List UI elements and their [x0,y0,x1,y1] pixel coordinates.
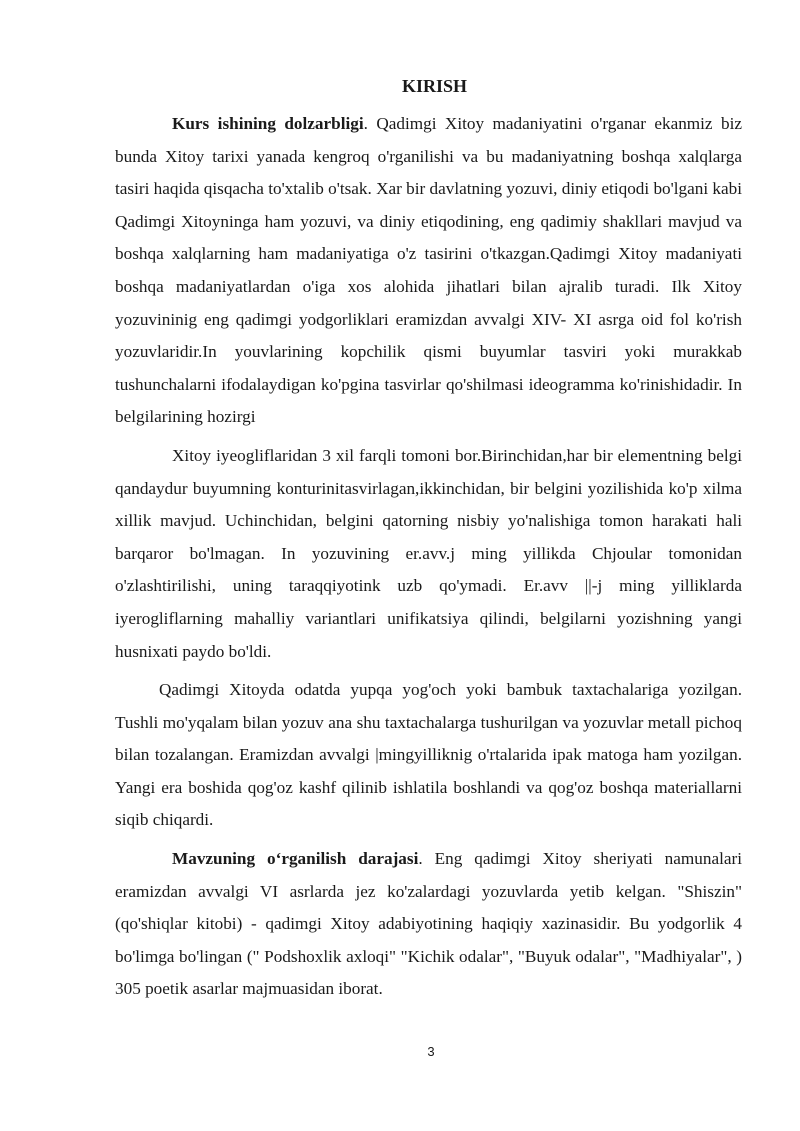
document-page [115,74,742,1006]
paragraph-text: . Qadimgi Xitoy madaniyatini o'rganar ekanmiz biz bunda Xitoy tarixi yanada kengroq o'rganilishi va bu madaniyatning boshqa xalqlarga tasiri haqida qisqacha to'xtalib o'tsak. Xar bir davlatning yozuvi, diniy etiqodi bo'lgani kabi Qadimgi Xitoyninga ham yozuvi, va diniy etiqodining, eng qadimiy shakllari mavjud va boshqa xalqlarning ham madaniyatiga o'z tasirini o'tkazgan.Qadimgi Xitoy madaniyati boshqa madaniyatlardan o'iga xos alohida jihatlari bilan ajralib turadi. Ilk Xitoy yozuvininig eng qadimgi yodgorliklari eramizdan avvalgi XIV- XI asrga oid fol ko'rish yozuvlaridir.In youvlarining kopchilik qismi buyumlar tasviri yoki murakkab tushunchalarni ifodalaydigan ko'pgina tasvirlar qo'shilmasi ideogramma ko'rinishidadir. In belgilarining hozirgi [115,114,742,427]
paragraph-hieroglyphs [115,440,742,668]
paragraph-text: Xitoy iyeogliflaridan 3 xil farqli tomoni bor.Birinchidan,har bir elementning belgi qandaydur buyumning konturinitasvirlagan,ikkinchidan, bir belgini yozilishida ko'p xilma xillik mavjud. Uchinchidan, belgini qatorning nisbiy yo'nalishiga tomon harakati hali barqaror bo'lmagan. In yozuvining er.avv.j ming yillikda Chjoular tomonidan o'zlashtirilishi, uning taraqqiyotink uzb qo'ymadi. Er.avv ||-j ming yilliklarda iyerogliflarning mahalliy variantlari unifikatsiya qilindi, belgilarni yozishning yangi husnixati paydo bo'ldi. [115,445,742,661]
paragraph-study-level [115,843,742,1006]
paragraph-writing-materials [115,674,742,837]
page-title: KIRISH [401,76,468,96]
paragraph-heading-relevance: Kurs ishining dolzarbligi [172,114,364,133]
paragraph-heading-study-level: Mavzuning o‘rganilish darajasi [172,849,419,869]
paragraph-relevance [115,108,742,434]
paragraph-text: . Eng qadimgi Xitoy sheriyati namunalari eramizdan avvalgi VI asrlarda jez ko'zalardagi yozuvlarda yetib kelgan. "Shiszin" (qo'shiqlar kitobi) - qadimgi Xitoy adabiyotining haqiqiy xazinasidir. Bu yodgorlik 4 bo'limga bo'lingan (" Podshoxlik axloqi" "Kichik odalar", "Buyuk odalar", "Madhiyalar", ) 305 poetik asarlar majmuasidan iborat. [115,849,742,999]
page-number: 3 [427,1044,435,1059]
paragraph-text: Qadimgi Xitoyda odatda yupqa yog'och yoki bambuk taxtachalariga yozilgan. Tushli mo'yqalam bilan yozuv ana shu taxtachalarga tushurilgan va yozuvlar metall pichoq bilan tozalangan. Eramizdan avvalgi |mingyilliknig o'rtalarida ipak matoga ham yozilgan. Yangi era boshida qog'oz kashf qilinib ishlatila boshlandi va qog'oz boshqa materiallarni siqib chiqardi. [115,680,742,830]
